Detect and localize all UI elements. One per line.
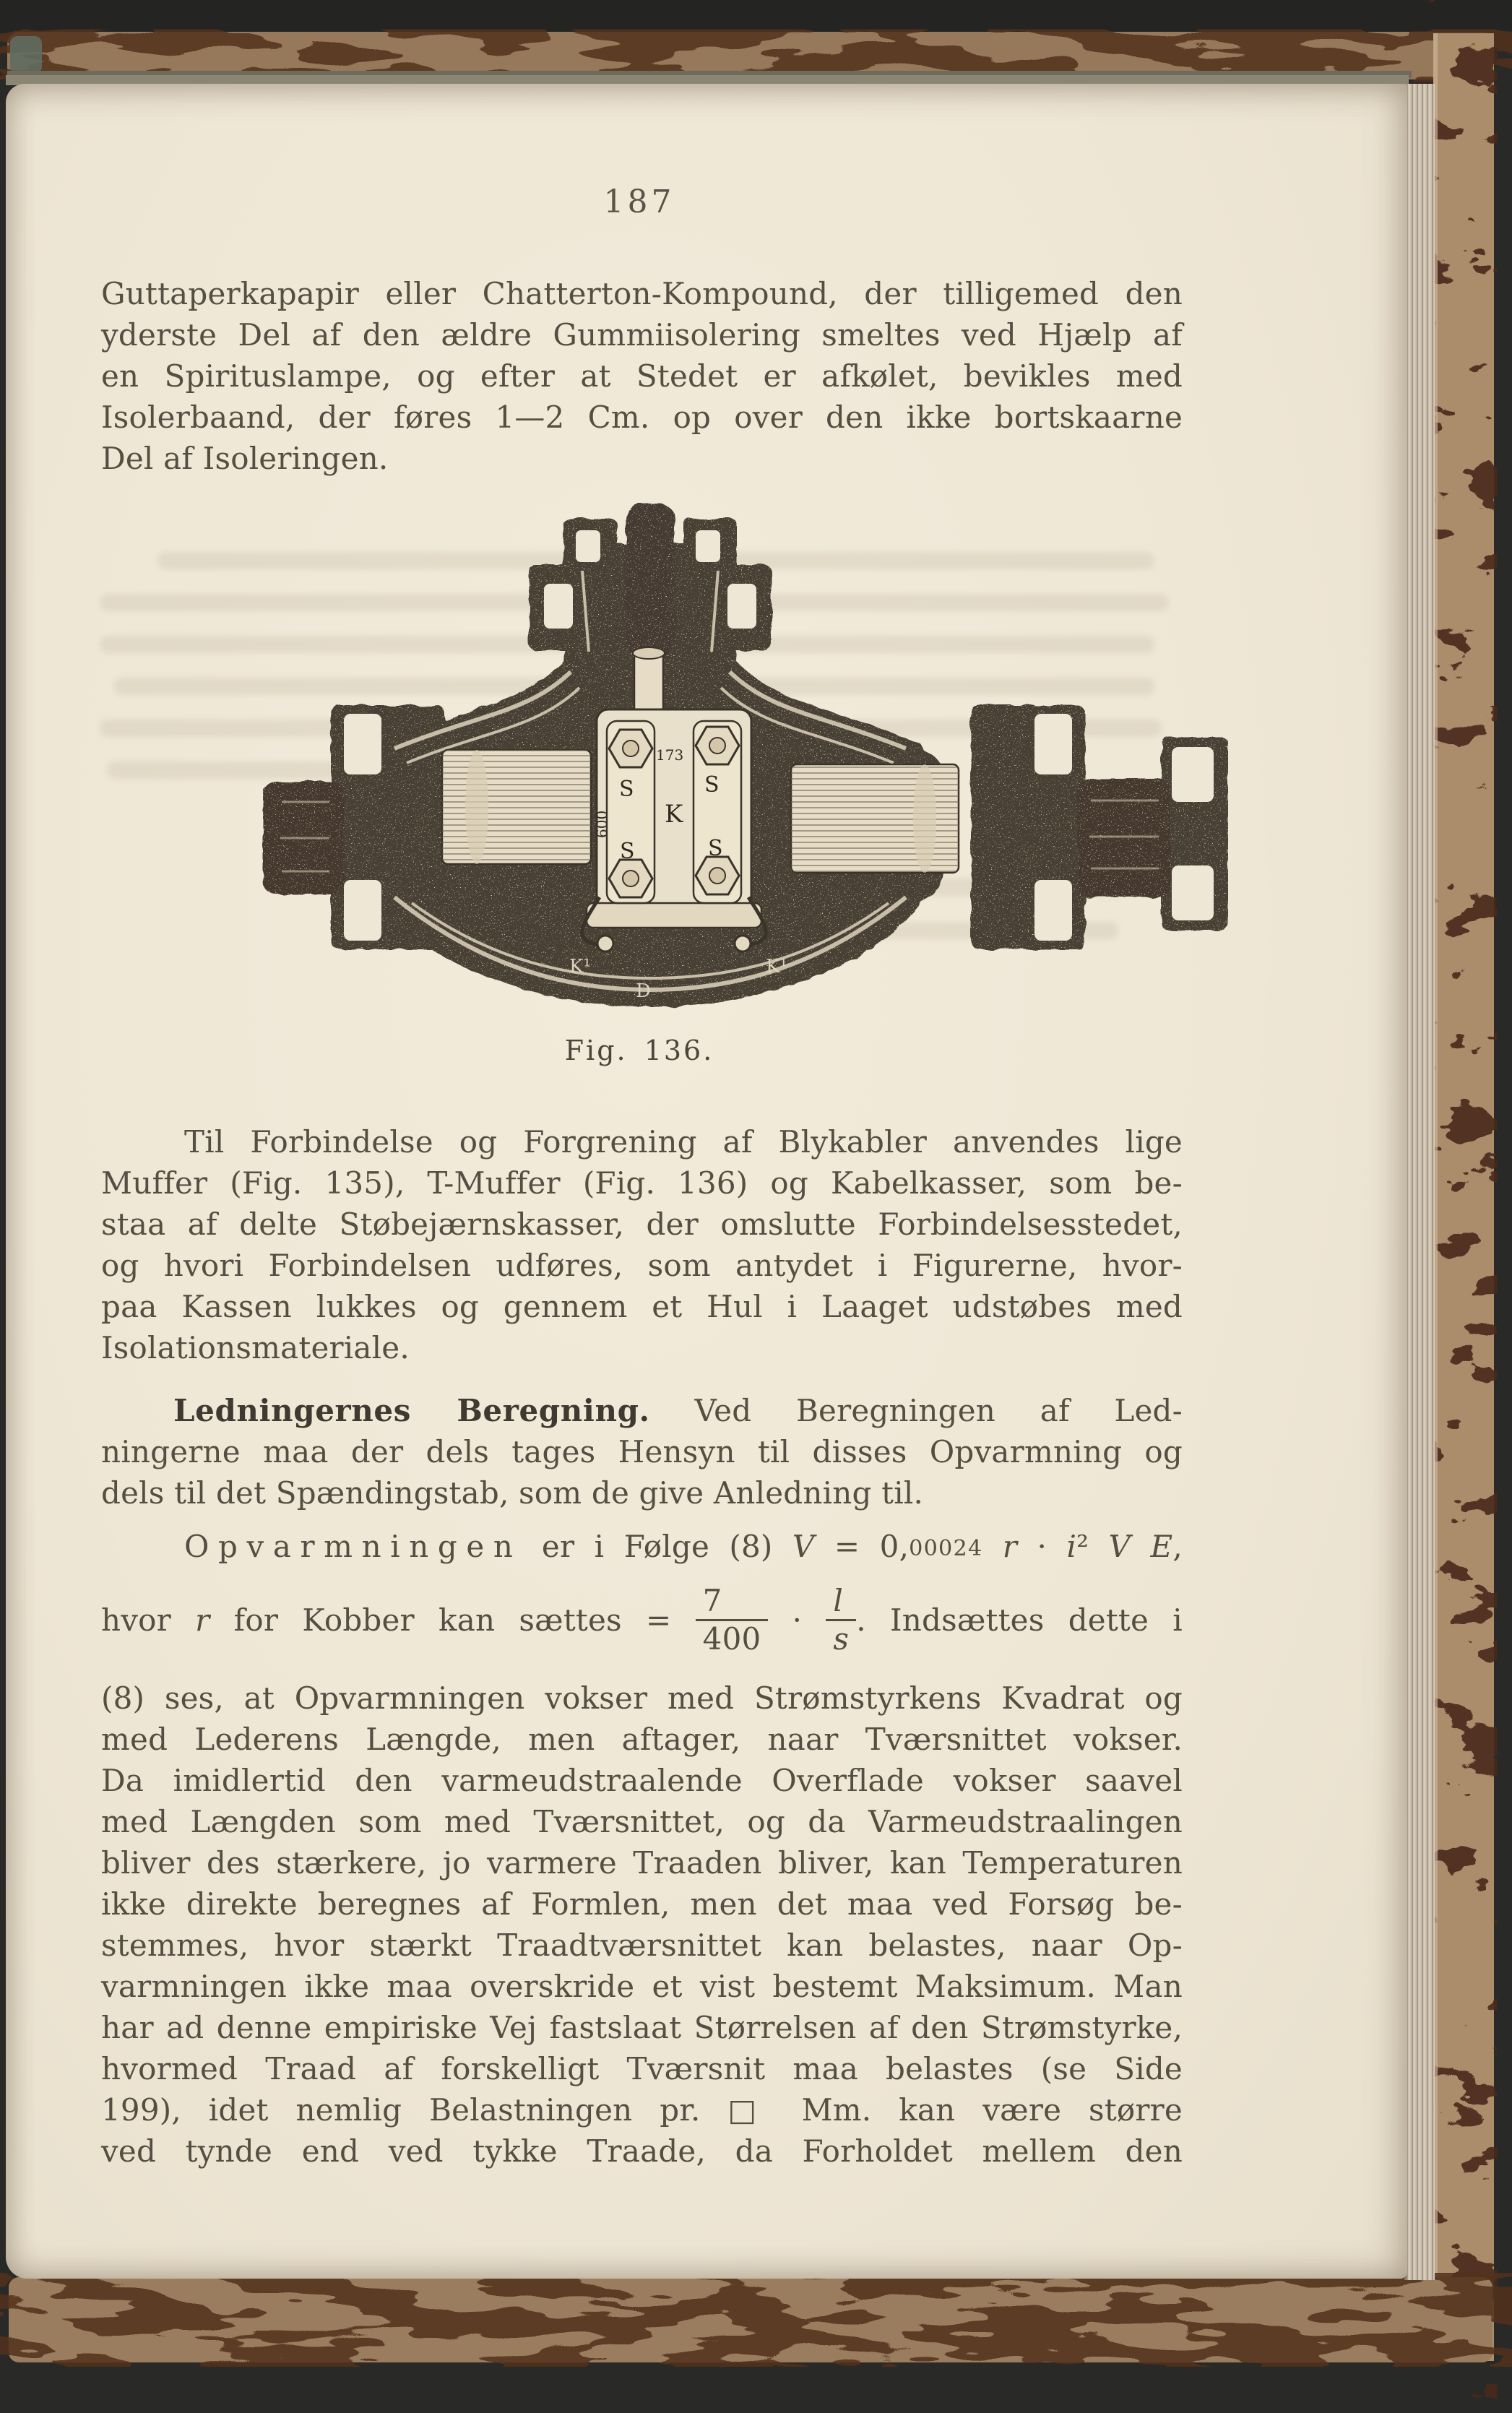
text-line: bliver des stærkere, jo varmere Traaden bliver, kan Temperaturen xyxy=(101,1845,1183,1881)
label-s-bottom-right: S xyxy=(708,836,723,861)
var-v: V xyxy=(792,1529,815,1564)
text-line: staa af delte Støbejærnskasser, der omslutte Forbindelsesstedet, xyxy=(101,1206,1183,1242)
text-line: Guttaperkapapir eller Chatterton-Kompound, der tilligemed den xyxy=(101,276,1183,311)
paragraph xyxy=(101,273,1183,479)
paragraph xyxy=(101,1121,1183,1368)
var-r: r xyxy=(1002,1529,1018,1564)
book-page xyxy=(6,84,1407,2279)
page-edge-stack xyxy=(1404,84,1435,2280)
mult-dot: · xyxy=(792,1602,803,1638)
formula-line xyxy=(101,1526,1183,1569)
figure-caption: Fig. 136. xyxy=(564,1035,714,1066)
fraction-mid: for Kobber kan sættes xyxy=(233,1602,622,1638)
text-line: med Længden som med Tværsnittet, og da Varmeudstraalingen xyxy=(101,1804,1183,1839)
tail-vars xyxy=(1109,1529,1183,1564)
coef-small: 00024 xyxy=(909,1536,983,1562)
var-i-squared xyxy=(1066,1529,1089,1564)
scanner-bed-top xyxy=(0,0,1512,33)
text-line: stemmes, hvor stærkt Traadtværsnittet kan belastes, naar Op- xyxy=(101,1928,1183,1963)
equals-sign: = xyxy=(646,1602,672,1638)
label-s-bottom-left: S xyxy=(620,839,635,864)
fraction-line xyxy=(101,1576,1183,1665)
fraction-l-s xyxy=(826,1582,866,1657)
page-number: 187 xyxy=(603,184,675,220)
text-line xyxy=(101,1390,1183,1431)
text-line: Del af Isoleringen. xyxy=(101,441,389,476)
label-d: D xyxy=(636,980,651,1002)
text-line: og hvori Forbindelsen udføres, som antydet i Figurerne, hvor- xyxy=(101,1248,1183,1283)
text-line: en Spirituslampe, og efter at Stedet er afkølet, bevikles med xyxy=(101,358,1183,394)
text-line: ved tynde end ved tykke Traade, da Forholdet mellem den xyxy=(101,2133,1183,2169)
text-line: yderste Del af den ældre Gummiisolering smeltes ved Hjælp af xyxy=(101,317,1183,353)
coef-main: 0, xyxy=(879,1529,910,1564)
text-line: dels til det Spændingstab, som de give Anledning til. xyxy=(101,1475,924,1511)
equals-sign: = xyxy=(834,1529,860,1564)
text-line: Muffer (Fig. 135), T-Muffer (Fig. 136) og Kabelkasser, som be- xyxy=(101,1165,1183,1201)
superscript-2: ² xyxy=(1076,1529,1089,1564)
fraction-7-400 xyxy=(696,1582,769,1657)
text-line: Til Forbindelse og Forgrening af Blykabler anvendes lige xyxy=(184,1124,1183,1160)
var-l: l xyxy=(833,1582,844,1618)
figure-136-engraving xyxy=(260,498,1228,1035)
numerator xyxy=(826,1582,856,1621)
formula-word-spaced: Opvarmningen xyxy=(184,1529,522,1564)
section-heading: Ledningernes Beregning. xyxy=(173,1393,650,1428)
label-s-top-right: S xyxy=(704,772,720,798)
label-k: K xyxy=(665,800,683,829)
text-line: Isolerbaand, der føres 1—2 Cm. op over den ikke bortskaarne xyxy=(101,400,1183,435)
mult-dot: · xyxy=(1037,1529,1047,1564)
section-paragraph xyxy=(101,1390,1183,1514)
text-line: med Lederens Længde, men aftager, naar Tværsnittet vokser. xyxy=(101,1722,1183,1757)
book-cover-right-edge xyxy=(1433,33,1494,2361)
label-600: 600 xyxy=(593,810,610,838)
formula-mid: er i Følge (8) xyxy=(541,1529,773,1564)
cover-corner-fleck xyxy=(10,36,42,74)
comma: , xyxy=(1172,1529,1183,1564)
text-line: (8) ses, at Opvarmningen vokser med Strømstyrkens Kvadrat og xyxy=(101,1680,1183,1716)
section-lines xyxy=(101,1431,1183,1514)
text-line: har ad denne empiriske Vej fastslaat Størrelsen af den Strømstyrke, xyxy=(101,2010,1183,2045)
formula-paragraph xyxy=(101,1526,1183,1569)
var-ve: V E xyxy=(1108,1529,1173,1564)
label-k1-left: K¹ xyxy=(569,956,591,977)
period: . xyxy=(856,1602,866,1638)
paragraph xyxy=(101,1678,1183,2172)
label-s-top-left: S xyxy=(619,777,634,802)
book-cover-bottom-edge xyxy=(9,2277,1492,2362)
text-line: ikke direkte beregnes af Formlen, men det maa ved Forsøg be- xyxy=(101,1886,1183,1922)
book-cover-top-edge xyxy=(6,32,1494,85)
denominator: 400 xyxy=(702,1620,761,1657)
section-line1-rest: Ved Beregningen af Led- xyxy=(694,1393,1183,1428)
var-i: i xyxy=(1066,1529,1077,1564)
text-line: ningerne maa der dels tages Hensyn til disses Opvarmning og xyxy=(101,1434,1183,1469)
denominator xyxy=(826,1621,856,1655)
text-line: Isolationsmateriale. xyxy=(101,1330,410,1365)
label-k1-right: K¹ xyxy=(766,956,787,977)
fraction-tail: Indsættes dette i xyxy=(889,1602,1183,1638)
coefficient xyxy=(880,1529,983,1564)
fraction-paragraph xyxy=(101,1576,1183,1673)
text-line: hvormed Traad af forskelligt Tværsnit maa belastes (se Side xyxy=(101,2051,1183,2086)
text-line: varmningen ikke maa overskride et vist bestemt Maksimum. Man xyxy=(101,1969,1183,2004)
numerator: 7 xyxy=(696,1585,769,1621)
var-r: r xyxy=(195,1602,210,1638)
fraction-body xyxy=(826,1582,856,1657)
label-173: 173 xyxy=(656,746,684,764)
text-line: paa Kassen lukkes og gennem et Hul i Laaget udstøbes med xyxy=(101,1289,1183,1324)
word-hvor: hvor xyxy=(101,1602,171,1638)
var-s: s xyxy=(833,1620,850,1657)
text-line: 199), idet nemlig Belastningen pr. □ Mm. kan være større xyxy=(101,2092,1183,2128)
text-line: Da imidlertid den varmeudstraalende Overflade vokser saavel xyxy=(101,1763,1183,1798)
